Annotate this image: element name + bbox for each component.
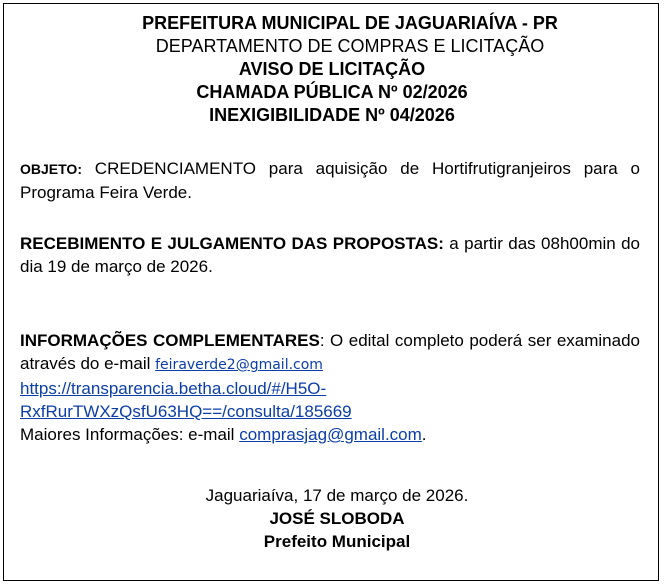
notice-header [0,12,664,127]
recebimento-label: RECEBIMENTO E JULGAMENTO DAS PROPOSTAS: [20,234,444,253]
feira-verde-email-link[interactable]: feiraverde2@gmail.com [155,357,323,373]
objeto-text: CREDENCIAMENTO para aquisição de Hortifrutigranjeiros para o Programa Feira Verde. [20,159,640,202]
more-info-end: . [421,425,427,444]
recebimento-paragraph [20,232,640,278]
informacoes-text: : O edital completo poderá ser examinado através do e-mail [20,331,641,373]
notice-type: AVISO DE LICITAÇÃO [238,59,426,79]
transparency-link-line2[interactable]: RxfRurTWXzQsfU63HQ==/consulta/185669 [20,402,352,421]
inexigibility-number: INEXIGIBILIDADE Nº 04/2026 [209,105,455,125]
signer-name: JOSÉ SLOBODA [269,509,405,528]
signer-title: Prefeito Municipal [263,532,411,551]
department-title: DEPARTAMENTO DE COMPRAS E LICITAÇÃO [155,36,545,56]
objeto-paragraph [20,157,640,204]
informacoes-label: INFORMAÇÕES COMPLEMENTARES [20,331,320,350]
recebimento-text: a partir das 08h00min do dia 19 de março de 2026. [20,234,640,276]
transparency-link-line1[interactable]: https://transparencia.betha.cloud/#/H5O- [20,379,327,398]
place-date: Jaguariaíva, 17 de março de 2026. [205,486,469,505]
objeto-label: OBJETO: [20,161,82,177]
notice-footer [0,484,664,553]
compras-email-link[interactable]: comprasjag@gmail.com [239,425,422,444]
informacoes-paragraph [20,329,640,446]
org-title: PREFEITURA MUNICIPAL DE JAGUARIAÍVA - PR [142,13,558,33]
public-call-number: CHAMADA PÚBLICA Nº 02/2026 [196,82,468,102]
more-info-text: Maiores Informações: e-mail [20,425,235,444]
